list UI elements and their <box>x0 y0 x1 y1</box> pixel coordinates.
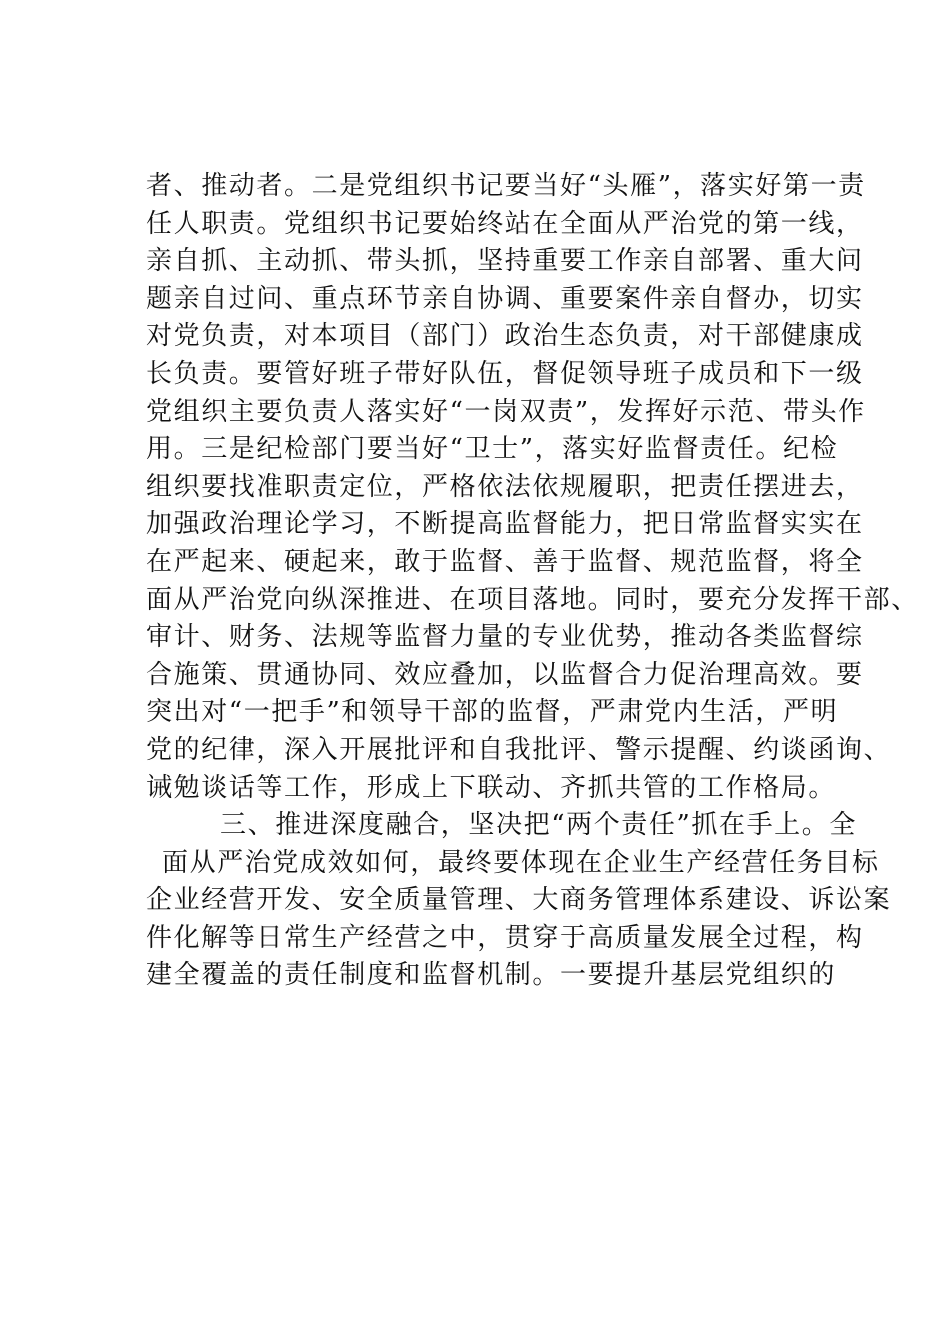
text-line: 突出对“一把手”和领导干部的监督，严肃党内生活，严明 <box>146 697 839 728</box>
section-heading-line: 三、推进深度融合，坚决把“两个责任”抓在手上。全 <box>220 810 857 841</box>
text-line: 者、推动者。二是党组织书记要当好“头雁”，落实好第一责 <box>146 171 866 201</box>
text-line: 党的纪律，深入开展批评和自我批评、警示提醒、约谈函询、 <box>146 734 892 765</box>
text-line: 用。三是纪检部门要当好“卫士”，落实好监督责任。纪检 <box>146 434 839 465</box>
text-line: 长负责。要管好班子带好队伍，督促领导班子成员和下一级 <box>146 358 864 389</box>
text-line: 加强政治理论学习，不断提高监督能力，把日常监督实实在 <box>146 509 864 540</box>
text-line: 诫勉谈话等工作，形成上下联动、齐抓共管的工作格局。 <box>146 772 837 803</box>
body-text <box>146 168 919 995</box>
text-line: 亲自抓、主动抓、带头抓，坚持重要工作亲自部署、重大问 <box>146 246 864 277</box>
text-line: 审计、财务、法规等监督力量的专业优势，推动各类监督综 <box>146 622 864 653</box>
text-line: 面从严治党向纵深推进、在项目落地。同时，要充分发挥干部、 <box>146 584 919 615</box>
text-line: 面从严治党成效如何，最终要体现在企业生产经营任务目标 <box>162 847 880 878</box>
text-line: 合施策、贯通协同、效应叠加，以监督合力促治理高效。要 <box>146 659 864 690</box>
text-line: 党组织主要负责人落实好“一岗双责”，发挥好示范、带头作 <box>146 396 866 427</box>
text-line: 件化解等日常生产经营之中，贯穿于高质量发展全过程，构 <box>146 922 864 953</box>
text-line: 任人职责。党组织书记要始终站在全面从严治党的第一线， <box>146 208 864 239</box>
text-line: 企业经营开发、安全质量管理、大商务管理体系建设、诉讼案 <box>146 885 892 916</box>
text-line: 题亲自过问、重点环节亲自协调、重要案件亲自督办，切实 <box>146 283 864 314</box>
text-line: 在严起来、硬起来，敢于监督、善于监督、规范监督，将全 <box>146 546 864 577</box>
text-line: 组织要找准职责定位，严格依法依规履职，把责任摆进去， <box>146 471 864 502</box>
text-line: 建全覆盖的责任制度和监督机制。一要提升基层党组织的 <box>146 960 837 991</box>
text-line: 对党负责，对本项目（部门）政治生态负责，对干部健康成 <box>146 321 864 352</box>
